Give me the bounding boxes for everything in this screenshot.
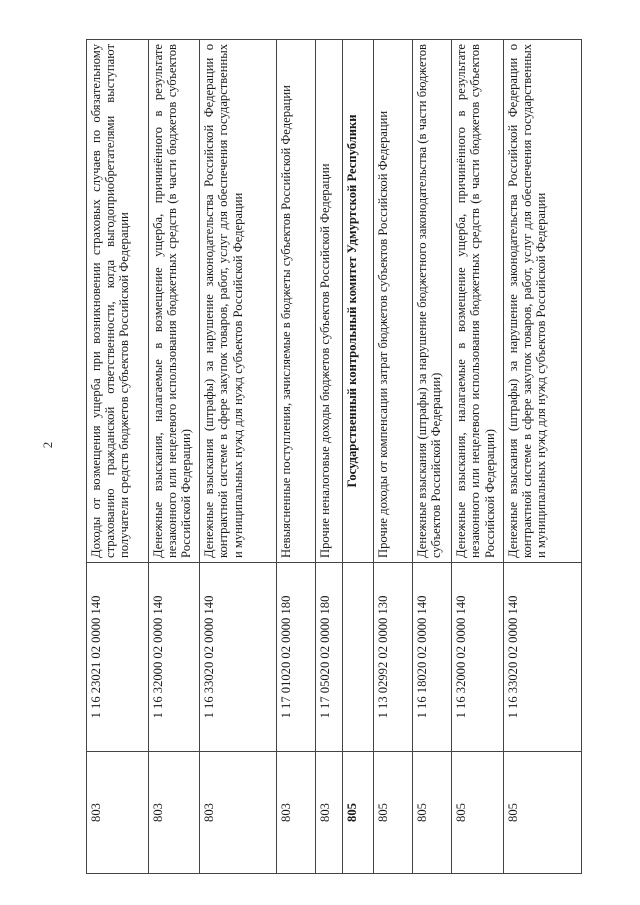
admin-code-cell: 805 (503, 752, 581, 874)
budget-table-container (86, 40, 582, 874)
table-row (413, 40, 452, 874)
admin-code-cell: 805 (374, 752, 413, 874)
revenue-code-cell: 1 13 02992 02 0000 130 (374, 563, 413, 752)
revenue-name-cell: Доходы от возмещения ущерба при возникновении страховых случаев по обязательному страхованию гражданской ответственности, когда выгодоприобретателями выступают получатели средств бюджетов субъектов Российской Федерации (87, 40, 149, 563)
table-row (316, 40, 343, 874)
admin-code-cell: 805 (452, 752, 503, 874)
revenue-code-cell: 1 16 18020 02 0000 140 (413, 563, 452, 752)
admin-code-cell: 805 (343, 752, 374, 874)
revenue-name-cell: Прочие доходы от компенсации затрат бюджетов субъектов Российской Федерации (374, 40, 413, 563)
revenue-name-cell: Невыясненные поступления, зачисляемые в бюджеты субъектов Российской Федерации (277, 40, 316, 563)
section-header-row (343, 40, 374, 874)
admin-code-cell: 803 (87, 752, 149, 874)
page-number: 2 (40, 441, 55, 449)
admin-code-cell: 803 (277, 752, 316, 874)
table-body (87, 40, 582, 874)
revenue-name-cell: Денежные взыскания (штрафы) за нарушение бюджетного законодательства (в части бюджетов субъектов Российской Федерации) (413, 40, 452, 563)
table-row (503, 40, 581, 874)
table-row (452, 40, 503, 874)
revenue-name-cell: Денежные взыскания, налагаемые в возмещение ущерба, причинённого в результате незаконного или нецелевого использования бюджетных средств (в части бюджетов субъектов Российской Федерации) (148, 40, 199, 563)
table-row (374, 40, 413, 874)
revenue-name-cell: Денежные взыскания, налагаемые в возмещение ущерба, причинённого в результате незаконного или нецелевого использования бюджетных средств (в части бюджетов субъектов Российской Федерации) (452, 40, 503, 563)
revenue-code-cell (343, 563, 374, 752)
admin-code-cell: 803 (316, 752, 343, 874)
revenue-code-cell: 1 16 33020 02 0000 140 (503, 563, 581, 752)
revenue-code-cell: 1 16 33020 02 0000 140 (200, 563, 277, 752)
admin-code-cell: 803 (200, 752, 277, 874)
revenue-code-cell: 1 16 32000 02 0000 140 (452, 563, 503, 752)
revenue-name-cell: Прочие неналоговые доходы бюджетов субъектов Российской Федерации (316, 40, 343, 563)
admin-code-cell: 805 (413, 752, 452, 874)
revenue-name-cell: Денежные взыскания (штрафы) за нарушение законодательства Российской Федерации о контрактной системе в сфере закупок товаров, работ, услуг для обеспечения государственных и муниципальных нужд для нужд субъектов Российской Федерации (200, 40, 277, 563)
revenue-code-cell: 1 17 05020 02 0000 180 (316, 563, 343, 752)
section-title-cell: Государственный контрольный комитет Удмуртской Республики (343, 40, 374, 563)
table-row (200, 40, 277, 874)
budget-revenue-table (86, 39, 582, 874)
revenue-code-cell: 1 16 32000 02 0000 140 (148, 563, 199, 752)
revenue-code-cell: 1 17 01020 02 0000 180 (277, 563, 316, 752)
revenue-code-cell: 1 16 23021 02 0000 140 (87, 563, 149, 752)
table-row (87, 40, 149, 874)
table-row (277, 40, 316, 874)
table-row (148, 40, 199, 874)
revenue-name-cell: Денежные взыскания (штрафы) за нарушение законодательства Российской Федерации о контрактной системе в сфере закупок товаров, работ, услуг для обеспечения государственных и муниципальных нужд для нужд субъектов Российской Федерации (503, 40, 581, 563)
admin-code-cell: 803 (148, 752, 199, 874)
